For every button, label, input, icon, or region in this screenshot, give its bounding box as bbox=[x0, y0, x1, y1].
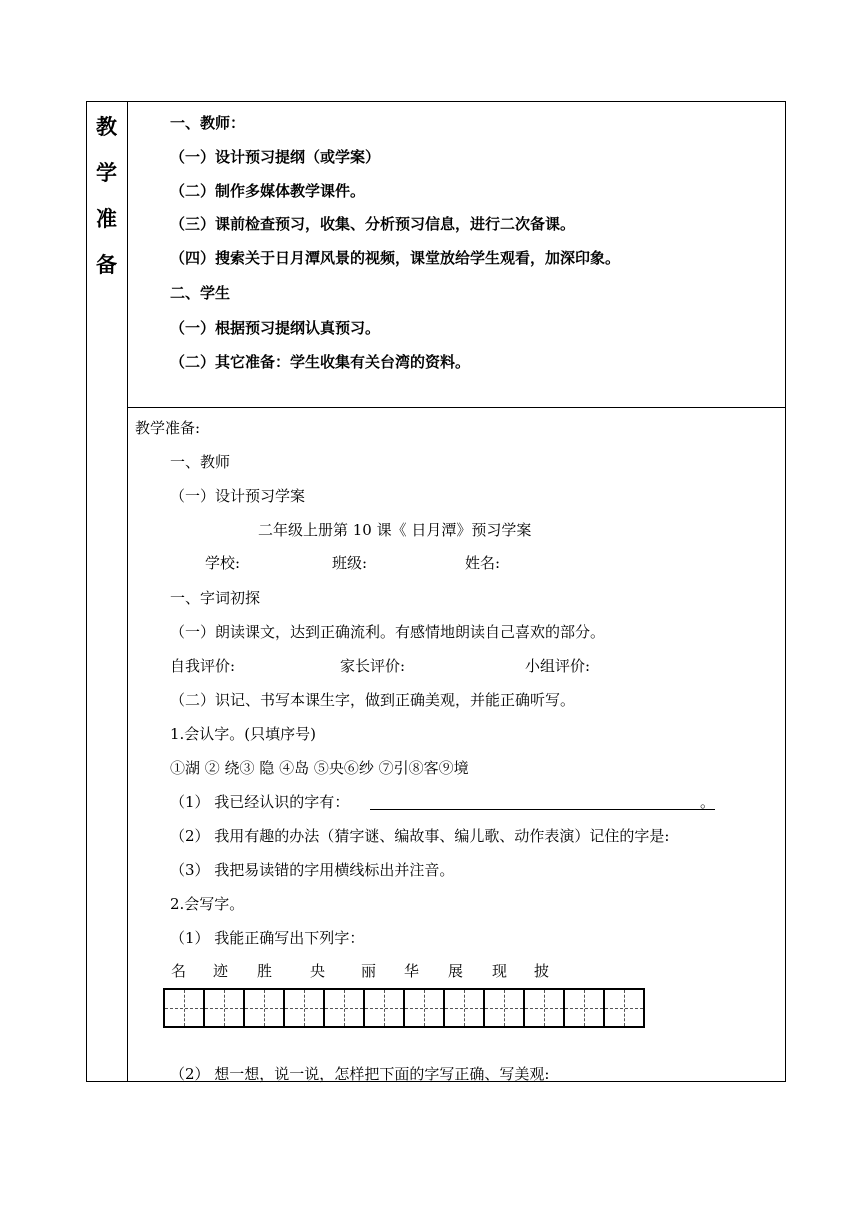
answer-underline bbox=[370, 809, 715, 810]
self-eval-label: 自我评价: bbox=[170, 657, 236, 675]
side-char: 学 bbox=[96, 160, 117, 185]
grid-cell[interactable] bbox=[285, 990, 325, 1026]
recognize-line: 1.会认字。(只填序号) bbox=[170, 725, 317, 743]
school-label: 学校: bbox=[205, 554, 241, 572]
teacher-line: 一、教师 bbox=[170, 453, 231, 471]
grid-cell[interactable] bbox=[365, 990, 405, 1026]
side-char: 准 bbox=[96, 206, 117, 231]
grid-cell[interactable] bbox=[605, 990, 645, 1026]
name-label: 姓名: bbox=[465, 554, 501, 572]
grid-cell[interactable] bbox=[325, 990, 365, 1026]
grid-cell[interactable] bbox=[205, 990, 245, 1026]
question-3: （3） 我把易读错的字用横线标出并注音。 bbox=[170, 861, 455, 879]
grid-cell[interactable] bbox=[445, 990, 485, 1026]
char: 现 bbox=[492, 962, 508, 980]
char: 胜 bbox=[257, 962, 273, 980]
write-line: （二）识记、书写本课生字，做到正确美观，并能正确听写。 bbox=[170, 691, 576, 709]
group-eval-label: 小组评价: bbox=[525, 657, 591, 675]
row-divider bbox=[127, 407, 786, 408]
char: 华 bbox=[404, 962, 420, 980]
char: 名 bbox=[171, 962, 187, 980]
grid-cell[interactable] bbox=[165, 990, 205, 1026]
char: 披 bbox=[534, 962, 550, 980]
top-line: （二）制作多媒体教学课件。 bbox=[170, 182, 366, 200]
grid-cell[interactable] bbox=[525, 990, 565, 1026]
writing-grid bbox=[163, 988, 645, 1028]
top-line: （三）课前检查预习，收集、分析预习信息，进行二次备课。 bbox=[170, 215, 576, 233]
worksheet-title: 二年级上册第 10 课《 日月潭》预习学案 bbox=[258, 521, 532, 539]
grid-cell[interactable] bbox=[485, 990, 525, 1026]
side-char: 备 bbox=[96, 252, 117, 277]
write-chars-heading: 2.会写字。 bbox=[170, 895, 245, 913]
top-line: （一）设计预习提纲（或学案） bbox=[170, 148, 381, 166]
class-label: 班级: bbox=[332, 554, 368, 572]
parent-eval-label: 家长评价: bbox=[340, 657, 406, 675]
section-heading: 一、字词初探 bbox=[170, 589, 261, 607]
side-label bbox=[86, 104, 127, 288]
top-line: （一）根据预习提纲认真预习。 bbox=[170, 319, 381, 337]
prep-heading: 教学准备: bbox=[135, 419, 201, 437]
char: 央 bbox=[310, 962, 326, 980]
student-heading: 二、学生 bbox=[170, 284, 231, 302]
write-question-2: （2） 想一想，说一说，怎样把下面的字写正确、写美观: bbox=[170, 1065, 550, 1083]
char: 展 bbox=[448, 962, 464, 980]
char: 迹 bbox=[213, 962, 229, 980]
design-line: （一）设计预习学案 bbox=[170, 487, 306, 505]
teacher-heading: 一、教师： bbox=[170, 114, 246, 132]
side-char: 教 bbox=[96, 114, 117, 139]
char: 丽 bbox=[361, 962, 377, 980]
write-question-1: （1） 我能正确写出下列字： bbox=[170, 929, 365, 947]
grid-cell[interactable] bbox=[405, 990, 445, 1026]
column-divider bbox=[127, 101, 128, 1082]
top-line: （四）搜索关于日月潭风景的视频，课堂放给学生观看，加深印象。 bbox=[170, 249, 621, 267]
chars-list: ①湖 ② 绕③ 隐 ④岛 ⑤央⑥纱 ⑦引⑧客⑨境 bbox=[170, 759, 469, 777]
question-1: （1） 我已经认识的字有： bbox=[170, 793, 350, 811]
grid-cell[interactable] bbox=[245, 990, 285, 1026]
read-line: （一）朗读课文，达到正确流利。有感情地朗读自己喜欢的部分。 bbox=[170, 623, 606, 641]
top-line: （二）其它准备：学生收集有关台湾的资料。 bbox=[170, 353, 471, 371]
grid-cell[interactable] bbox=[565, 990, 605, 1026]
question-2: （2） 我用有趣的办法（猜字谜、编故事、编儿歌、动作表演）记住的字是: bbox=[170, 827, 670, 845]
period: 。 bbox=[700, 793, 716, 811]
